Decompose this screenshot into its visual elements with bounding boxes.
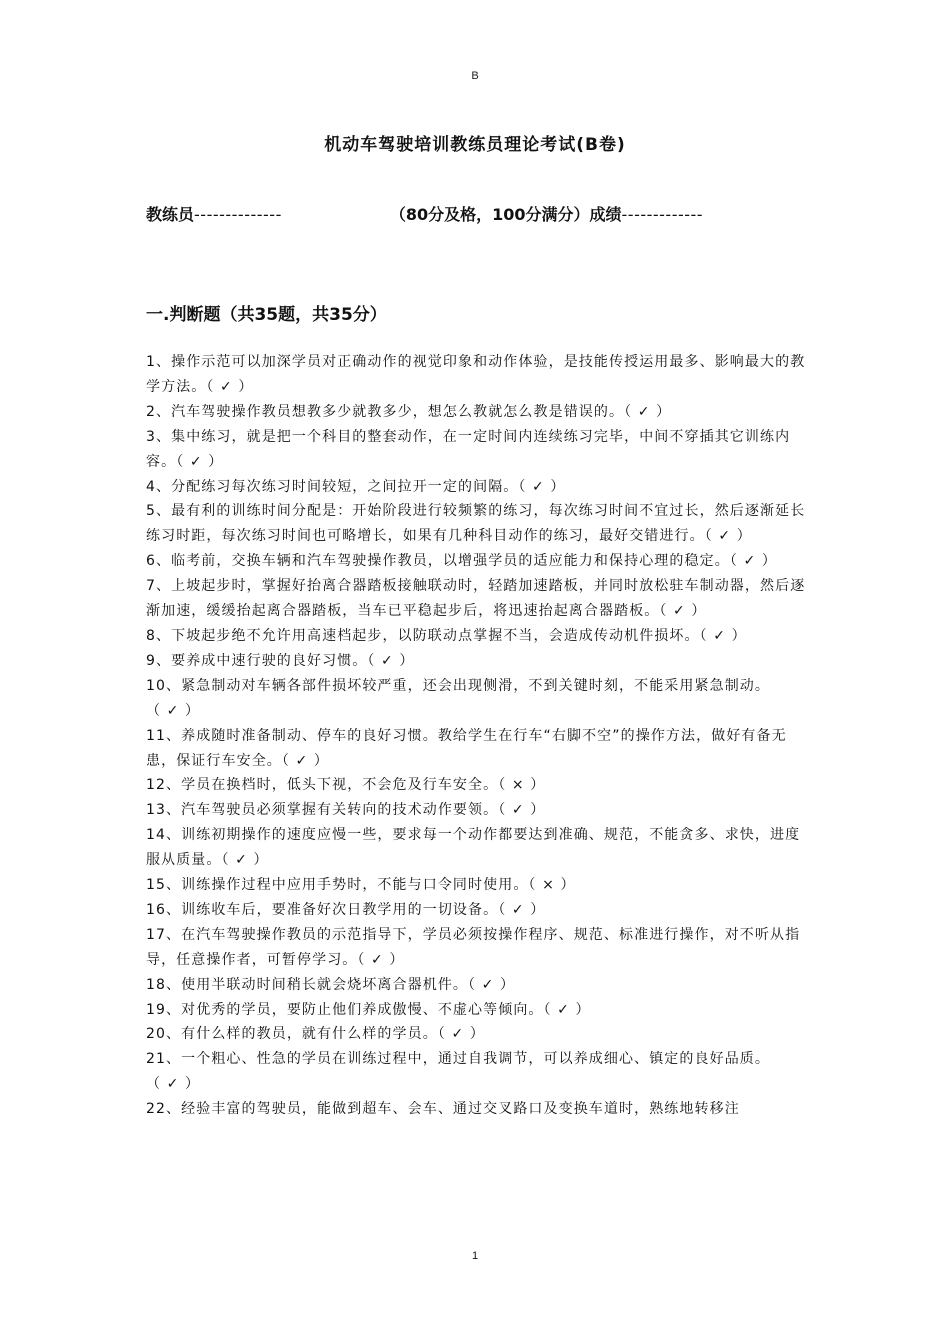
question-answer: （ ✓ ） (729, 553, 777, 570)
question-text: 14、训练初期操作的速度应慢一些，要求每一个动作都要达到准确、规范，不能贪多、求快，进度服从质量。 (146, 827, 801, 869)
question-item (146, 773, 814, 798)
trainer-label: 教练员 (146, 205, 195, 224)
question-text: 1、操作示范可以加深学员对正确动作的视觉印象和动作体验，是技能传授运用最多、影响最大的教学方法。 (146, 354, 806, 395)
question-answer: （ ✓ ） (704, 528, 752, 545)
question-text: 19、对优秀的学员，要防止他们养成傲慢、不虚心等倾向。 (146, 1001, 544, 1018)
question-answer: （ ✓ ） (659, 603, 707, 620)
question-text: 11、养成随时准备制动、停车的良好习惯。教给学生在行车“右脚不空”的操作方法，做好有备无患，保证行车安全。 (146, 727, 787, 769)
question-item (146, 873, 814, 898)
question-item (146, 624, 814, 649)
question-item (146, 798, 814, 823)
page-number: 1 (471, 1250, 479, 1262)
question-answer: （ ✓ ） (543, 1001, 591, 1018)
question-item (146, 898, 814, 923)
question-answer: （ ✓ ） (281, 752, 330, 769)
question-text: 8、下坡起步绝不允许用高速档起步，以防联动点掌握不当，会造成传动机件损坏。 (146, 627, 700, 644)
question-text: 12、学员在换档时，低头下视，不会危及行车安全。 (146, 777, 499, 794)
question-answer: （ ✓ ） (468, 976, 516, 993)
question-text: 20、有什么样的教员，就有什么样的学员。 (146, 1026, 438, 1043)
question-text: 15、训练操作过程中应用手势时，不能与口令同时使用。 (146, 877, 529, 894)
question-text: 21、一个粗心、性急的学员在训练过程中，通过自我调节，可以养成细心、镇定的良好品质。 (146, 1051, 771, 1068)
question-text: 5、最有利的训练时间分配是：开始阶段进行较频繁的练习，每次练习时间不宜过长，然后逐渐延长练习时距，每次练习时间也可略增长，如果有几种科目动作的练习，最好交错进行。 (146, 503, 806, 545)
question-answer: （ ✓ ） (176, 453, 224, 470)
question-text: 9、要养成中速行驶的良好习惯。 (146, 652, 368, 669)
question-text: 22、经验丰富的驾驶员，能做到超车、会车、通过交叉路口及变换车道时，熟练地转移注 (146, 1101, 740, 1118)
question-text: 6、临考前，交换车辆和汽车驾驶操作教员，以增强学员的适应能力和保持心理的稳定。 (146, 553, 730, 570)
question-text: 17、在汽车驾驶操作教员的示范指导下，学员必须按操作程序、规范、标准进行操作，对不听从指导，任意操作者，可暂停学习。 (146, 926, 801, 968)
question-item (146, 973, 814, 998)
question-answer: （ ✓ ） (498, 901, 546, 918)
question-item (146, 649, 814, 674)
question-answer: （ ✓ ） (146, 1076, 201, 1093)
question-item (146, 425, 814, 475)
question-text: 7、上坡起步时，掌握好抬离合器踏板接触联动时，轻踏加速踏板，并同时放松驻车制动器，然后逐渐加速，缓缓抬起离合器踏板，当车已平稳起步后，将迅速抬起离合器踏板。 (146, 578, 806, 620)
question-answer: （ ✓ ） (206, 378, 254, 395)
question-item (146, 574, 814, 624)
question-item (146, 724, 814, 774)
question-answer: （ × ） (498, 777, 546, 794)
question-text: 10、紧急制动对车辆各部件损坏较严重，还会出现侧滑，不到关键时刻，不能采用紧急制动。 (146, 677, 771, 694)
trainer-info-line (146, 202, 816, 228)
question-answer: （ ✓ ） (699, 627, 747, 644)
question-text: 4、分配练习每次练习时间较短，之间拉开一定的间隔。 (146, 478, 519, 495)
question-text: 18、使用半联动时间稍长就会烧坏离合器机件。 (146, 976, 469, 993)
question-answer: （ ✓ ） (367, 652, 415, 669)
question-item (146, 1022, 814, 1047)
question-answer: （ ✓ ） (518, 478, 566, 495)
question-item (146, 923, 814, 973)
question-text: 16、训练收车后，要准备好次日教学用的一切设备。 (146, 901, 499, 918)
question-text: 2、汽车驾驶操作教员想教多少就教多少，想怎么教就怎么教是错误的。 (146, 403, 625, 420)
question-item (146, 499, 814, 549)
trainer-blank: -------------- (194, 205, 282, 224)
question-item (146, 1047, 814, 1097)
question-text: 13、汽车驾驶员必须掌握有关转向的技术动作要领。 (146, 802, 499, 819)
question-answer: （ ✓ ） (437, 1026, 485, 1043)
question-text: 3、集中练习，就是把一个科目的整套动作，在一定时间内连续练习完毕，中间不穿插其它训练内容。 (146, 428, 791, 470)
section-title: 一.判断题（共35题，共35分） (146, 305, 387, 325)
page-title: 机动车驾驶培训教练员理论考试(B卷) (324, 135, 626, 155)
question-answer: （ × ） (528, 877, 576, 894)
question-item (146, 998, 814, 1023)
question-item (146, 823, 814, 873)
question-item (146, 674, 814, 724)
question-item (146, 475, 814, 500)
score-blank: ------------- (621, 205, 704, 224)
question-answer: （ ✓ ） (498, 802, 546, 819)
question-answer: （ ✓ ） (357, 951, 405, 968)
question-answer: （ ✓ ） (624, 403, 672, 420)
header-mark: B (471, 70, 479, 82)
question-answer: （ ✓ ） (221, 852, 269, 869)
question-item (146, 549, 814, 574)
question-item (146, 350, 814, 400)
question-answer: （ ✓ ） (146, 702, 201, 719)
question-item (146, 1097, 814, 1122)
question-list (146, 350, 814, 1122)
score-rule: （80分及格，100分满分）成绩 (389, 205, 622, 224)
question-item (146, 400, 814, 425)
